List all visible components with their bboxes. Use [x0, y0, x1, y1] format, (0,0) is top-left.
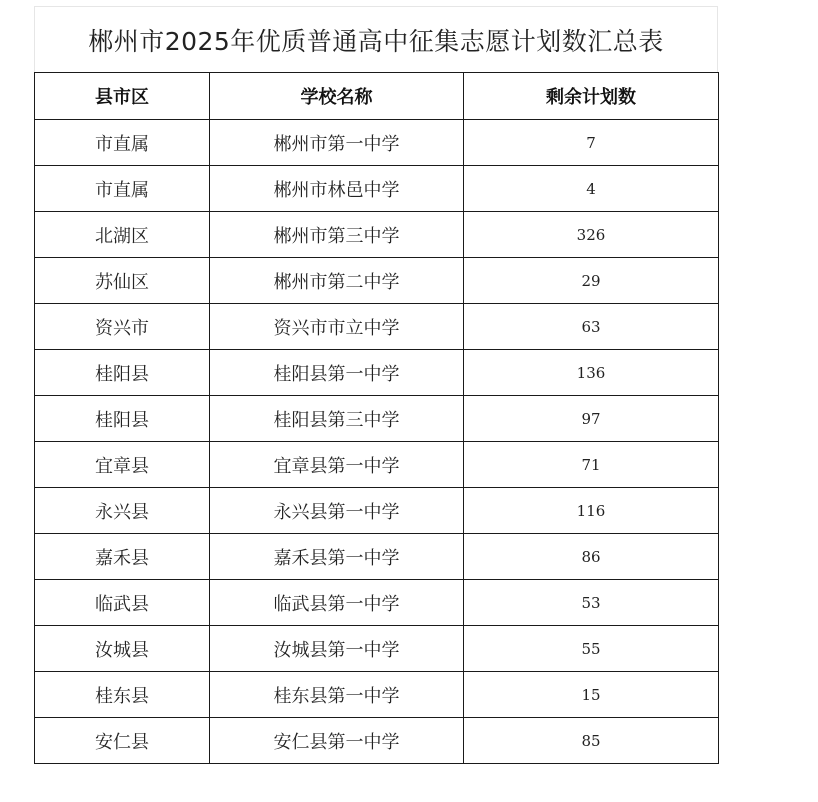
school-cell: 安仁县第一中学 — [210, 718, 464, 764]
table-row — [35, 304, 719, 350]
school-cell: 宜章县第一中学 — [210, 442, 464, 488]
table-row — [35, 258, 719, 304]
table-row — [35, 442, 719, 488]
table-row — [35, 718, 719, 764]
school-cell: 临武县第一中学 — [210, 580, 464, 626]
remaining-cell: 86 — [464, 534, 719, 580]
remaining-cell: 15 — [464, 672, 719, 718]
remaining-cell: 63 — [464, 304, 719, 350]
county-cell: 市直属 — [35, 120, 210, 166]
remaining-cell: 7 — [464, 120, 719, 166]
county-cell: 桂阳县 — [35, 396, 210, 442]
county-cell: 临武县 — [35, 580, 210, 626]
header-county: 县市区 — [35, 73, 210, 120]
county-cell: 资兴市 — [35, 304, 210, 350]
school-cell: 郴州市第一中学 — [210, 120, 464, 166]
table-row — [35, 488, 719, 534]
county-cell: 安仁县 — [35, 718, 210, 764]
table-row — [35, 166, 719, 212]
school-cell: 桂阳县第一中学 — [210, 350, 464, 396]
school-cell: 桂东县第一中学 — [210, 672, 464, 718]
plan-table — [34, 72, 719, 764]
county-cell: 宜章县 — [35, 442, 210, 488]
school-cell: 资兴市市立中学 — [210, 304, 464, 350]
county-cell: 永兴县 — [35, 488, 210, 534]
summary-sheet — [34, 6, 718, 764]
county-cell: 汝城县 — [35, 626, 210, 672]
remaining-cell: 85 — [464, 718, 719, 764]
remaining-cell: 116 — [464, 488, 719, 534]
table-row — [35, 672, 719, 718]
table-row — [35, 534, 719, 580]
school-cell: 桂阳县第三中学 — [210, 396, 464, 442]
county-cell: 桂东县 — [35, 672, 210, 718]
school-cell: 嘉禾县第一中学 — [210, 534, 464, 580]
table-title: 郴州市2025年优质普通高中征集志愿计划数汇总表 — [34, 6, 718, 72]
header-row — [35, 73, 719, 120]
table-row — [35, 580, 719, 626]
remaining-cell: 326 — [464, 212, 719, 258]
table-row — [35, 212, 719, 258]
header-school: 学校名称 — [210, 73, 464, 120]
county-cell: 桂阳县 — [35, 350, 210, 396]
table-row — [35, 120, 719, 166]
county-cell: 市直属 — [35, 166, 210, 212]
header-remaining: 剩余计划数 — [464, 73, 719, 120]
remaining-cell: 97 — [464, 396, 719, 442]
remaining-cell: 53 — [464, 580, 719, 626]
county-cell: 苏仙区 — [35, 258, 210, 304]
remaining-cell: 29 — [464, 258, 719, 304]
school-cell: 汝城县第一中学 — [210, 626, 464, 672]
school-cell: 郴州市林邑中学 — [210, 166, 464, 212]
remaining-cell: 71 — [464, 442, 719, 488]
remaining-cell: 4 — [464, 166, 719, 212]
table-body — [35, 120, 719, 764]
county-cell: 北湖区 — [35, 212, 210, 258]
table-row — [35, 626, 719, 672]
remaining-cell: 55 — [464, 626, 719, 672]
school-cell: 永兴县第一中学 — [210, 488, 464, 534]
county-cell: 嘉禾县 — [35, 534, 210, 580]
table-row — [35, 350, 719, 396]
remaining-cell: 136 — [464, 350, 719, 396]
table-row — [35, 396, 719, 442]
school-cell: 郴州市第二中学 — [210, 258, 464, 304]
school-cell: 郴州市第三中学 — [210, 212, 464, 258]
